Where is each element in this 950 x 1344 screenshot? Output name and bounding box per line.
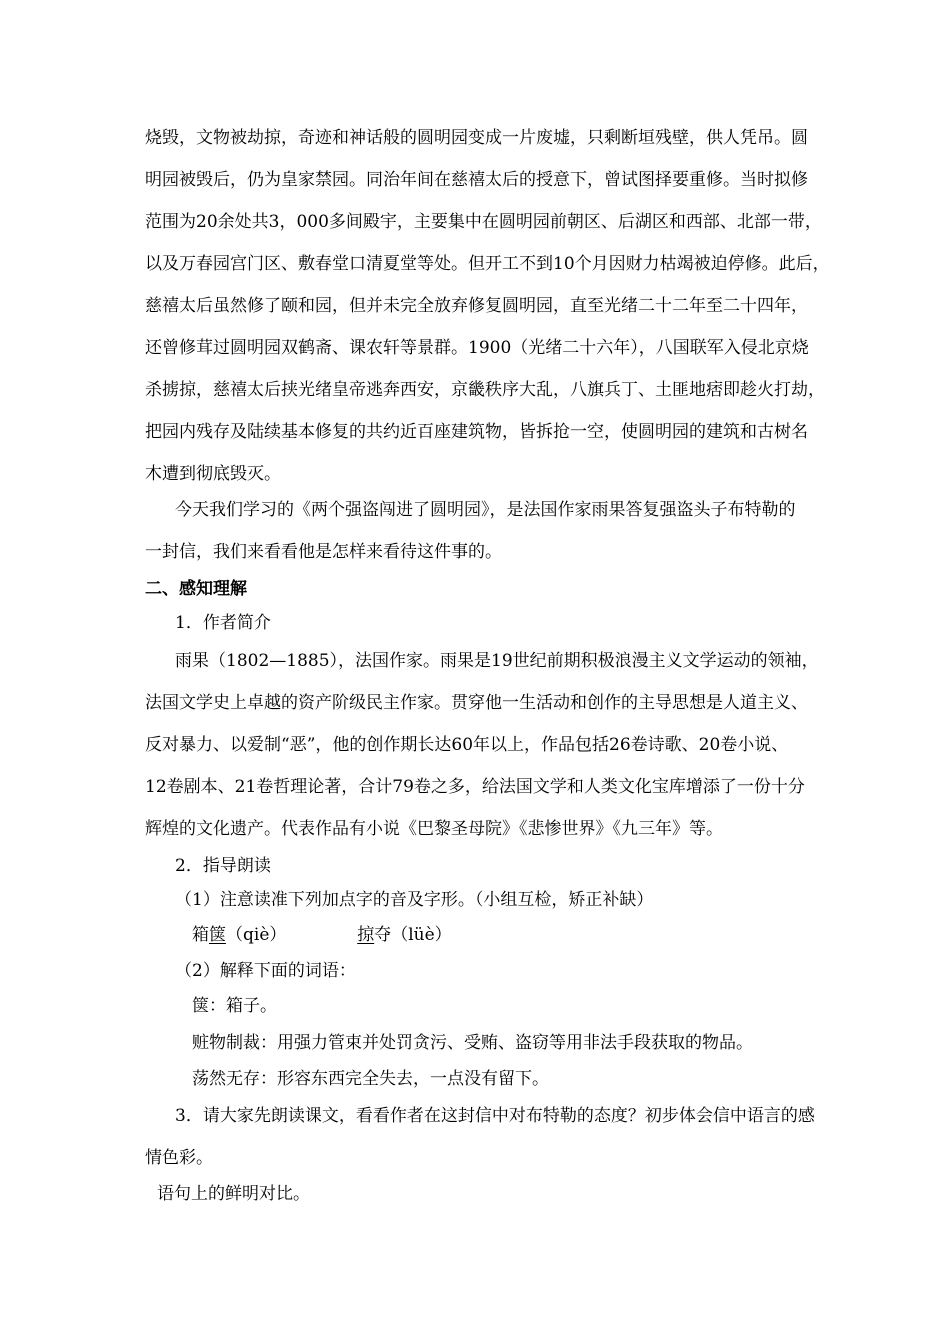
intro-line-2: 一封信，我们来看看他是怎样来看待这件事的。 — [145, 542, 502, 562]
history-line-3: 范围为20余处共3，000多间殿宇，主要集中在圆明园前朝区、后湖区和西部、北部一带， — [145, 212, 822, 232]
word2-dotted-char: 掠 — [357, 925, 375, 945]
definition-2: 赃物制裁：用强力管束并处罚贪污、受贿、盗窃等用非法手段获取的物品。 — [192, 1033, 753, 1053]
sub1-instruction: （1）注意读准下列加点字的音及字形。（小组互检，矫正补缺） — [175, 890, 654, 910]
item3-line-2: 情色彩。 — [145, 1148, 213, 1168]
history-line-4: 以及万春园宫门区、敷春堂口清夏堂等处。但开工不到10个月因财力枯竭被迫停修。此后， — [145, 254, 830, 274]
history-line-9: 木遭到彻底毁灭。 — [145, 464, 281, 484]
author-line-3: 反对暴力、以爱制“恶”，他的创作期长达60年以上，作品包括26卷诗歌、20卷小说、 — [145, 735, 789, 755]
word-list — [192, 924, 864, 946]
contrast-note: 语句上的鲜明对比。 — [157, 1184, 310, 1204]
word1-pinyin: （qiè） — [226, 925, 287, 945]
author-line-2: 法国文学史上卓越的资产阶级民主作家。贯穿他一生活动和创作的主导思想是人道主义、 — [145, 693, 808, 713]
history-line-7: 杀掳掠，慈禧太后挟光绪皇帝逃奔西安，京畿秩序大乱，八旗兵丁、土匪地痞即趁火打劫， — [145, 380, 825, 400]
definition-1: 箧：箱子。 — [192, 996, 277, 1016]
word2-rest: 夺（lüè） — [374, 925, 452, 945]
sub2-instruction: （2）解释下面的词语： — [175, 961, 356, 981]
section-heading: 二、感知理解 — [145, 579, 247, 599]
history-line-8: 把园内残存及陆续基本修复的共约近百座建筑物，皆拆抢一空，使圆明园的建筑和古树名 — [145, 422, 808, 442]
history-line-6: 还曾修茸过圆明园双鹤斋、课农轩等景群。1900（光绪二十六年），八国联军入侵北京烧 — [145, 338, 809, 358]
author-line-4: 12卷剧本、21卷哲理论著，合计79卷之多，给法国文学和人类文化宝库增添了一份十分 — [145, 777, 805, 797]
item3-line-1: 3．请大家先朗读课文，看看作者在这封信中对布特勒的态度？初步体会信中语言的感 — [175, 1106, 815, 1126]
word1-dotted-char: 箧 — [209, 925, 226, 945]
word1-prefix: 箱 — [192, 925, 209, 945]
author-line-5: 辉煌的文化遗产。代表作品有小说《巴黎圣母院》《悲惨世界》《九三年》等。 — [145, 819, 723, 839]
author-line-1: 雨果（1802—1885），法国作家。雨果是19世纪前期积极浪漫主义文学运动的领袖， — [175, 651, 819, 671]
history-line-5: 慈禧太后虽然修了颐和园，但并未完全放弃修复圆明园，直至光绪二十二年至二十四年， — [145, 296, 808, 316]
history-line-2: 明园被毁后，仍为皇家禁园。同治年间在慈禧太后的授意下，曾试图择要重修。当时拟修 — [145, 170, 808, 190]
history-line-1: 烧毁，文物被劫掠，奇迹和神话般的圆明园变成一片废墟，只剩断垣残壁，供人凭吊。圆 — [145, 128, 808, 148]
item1-heading: 1．作者简介 — [175, 613, 271, 633]
definition-3: 荡然无存：形容东西完全失去，一点没有留下。 — [192, 1069, 549, 1089]
item2-heading: 2．指导朗读 — [175, 856, 271, 876]
intro-line-1: 今天我们学习的《两个强盗闯进了圆明园》，是法国作家雨果答复强盗头子布特勒的 — [175, 500, 796, 520]
